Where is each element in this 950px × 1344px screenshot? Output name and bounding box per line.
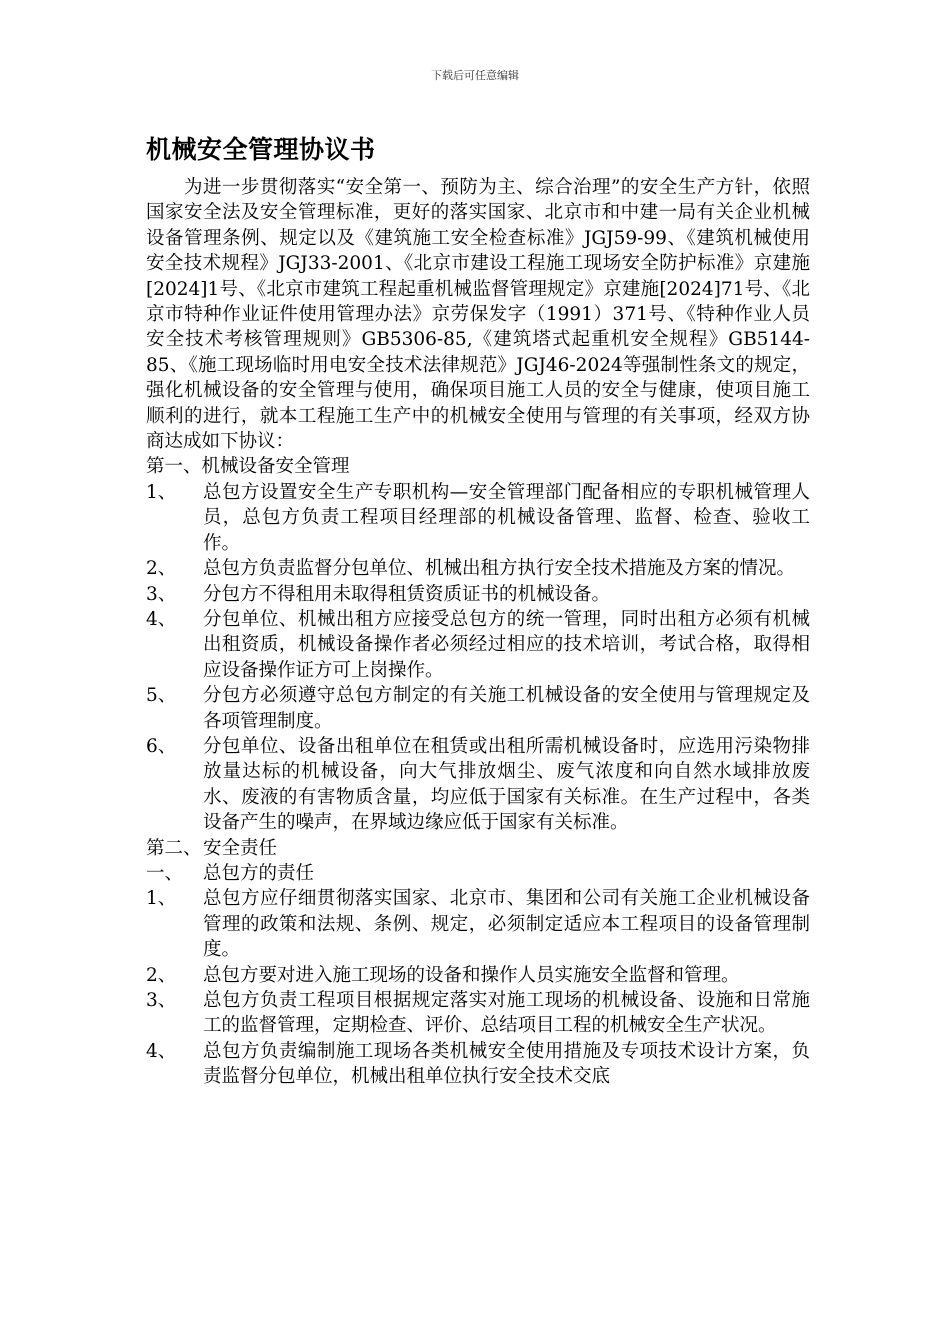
list-item-number: 3、	[146, 583, 177, 605]
list-item	[146, 582, 810, 607]
list-item-text: 总包方负责监督分包单位、机械出租方执行安全技术措施及方案的情况。	[203, 558, 796, 580]
intro-paragraph: 为进一步贯彻落实“安全第一、预防为主、综合治理”的安全生产方针，依照国家安全法及安全管理标准，更好的落实国家、北京市和中建一局有关企业机械设备管理条例、规定以及《建筑施工安全检查标准》JGJ59-99、《建筑机械使用安全技术规程》JGJ33-2001、《北京市建设工程施工现场安全防护标准》京建施[2024]1号、《北京市建筑工程起重机械监督管理规定》京建施[2024]71号、《北京市特种作业证件使用管理办法》京劳保发字（1991）371号、《特种作业人员安全技术考核管理规则》GB5306-85,《建筑塔式起重机安全规程》GB5144-85、《施工现场临时用电安全技术法律规范》JGJ46-2024等强制性条文的规定，强化机械设备的安全管理与使用，确保项目施工人员的安全与健康，使项目施工顺利的进行，就本工程施工生产中的机械安全使用与管理的有关事项，经双方协商达成如下协议：	[146, 177, 810, 453]
section-2-heading	[146, 836, 810, 861]
list-item-number: 1、	[146, 888, 177, 910]
subsection-heading-text: 总包方的责任	[203, 862, 315, 884]
list-item-number: 2、	[146, 964, 177, 986]
subsection-heading-number: 一、	[146, 862, 184, 884]
list-item-number: 2、	[146, 558, 177, 580]
list-item-text: 总包方设置安全生产专职机构—安全管理部门配备相应的专职机械管理人员，总包方负责工程项目经理部的机械设备管理、监督、检查、验收工作。	[203, 481, 810, 554]
list-item	[146, 556, 810, 581]
list-item-number: 4、	[146, 1040, 177, 1062]
list-item-text: 分包方不得租用未取得租赁资质证书的机械设备。	[203, 583, 611, 605]
list-item-number: 6、	[146, 735, 177, 757]
list-item	[146, 683, 810, 734]
list-item-number: 4、	[146, 608, 177, 630]
section-2-heading-number: 第二、	[146, 837, 202, 859]
list-item	[146, 886, 810, 962]
section-2-heading-text: 安全责任	[203, 837, 278, 859]
list-item	[146, 480, 810, 556]
document-body	[146, 175, 810, 1090]
list-item	[146, 1039, 810, 1090]
list-item-text: 总包方应仔细贯彻落实国家、北京市、集团和公司有关施工企业机械设备管理的政策和法规、条例、规定，必须制定适应本工程项目的设备管理制度。	[203, 888, 810, 961]
list-item	[146, 988, 810, 1039]
list-item	[146, 734, 810, 836]
subsection-heading	[146, 861, 810, 886]
list-item-number: 1、	[146, 481, 177, 503]
list-item-text: 分包单位、设备出租单位在租赁或出租所需机械设备时，应选用污染物排放量达标的机械设备，向大气排放烟尘、废气浓度和向自然水域排放废水、废液的有害物质含量，均应低于国家有关标准。在生产过程中，各类设备产生的噪声，在界域边缘应低于国家有关标准。	[203, 735, 810, 834]
list-item-text: 总包方负责工程项目根据规定落实对施工现场的机械设备、设施和日常施工的监督管理，定期检查、评价、总结项目工程的机械安全生产状况。	[203, 990, 810, 1037]
list-item-text: 总包方负责编制施工现场各类机械安全使用措施及专项技术设计方案，负责监督分包单位，机械出租单位执行安全技术交底	[203, 1040, 810, 1088]
list-item	[146, 607, 810, 683]
section-1-heading: 第一、机械设备安全管理	[146, 456, 350, 478]
list-item-number: 5、	[146, 685, 177, 707]
list-item	[146, 963, 810, 988]
list-item-text: 分包单位、机械出租方应接受总包方的统一管理，同时出租方必须有机械出租资质，机械设备操作者必须经过相应的技术培训，考试合格，取得相应设备操作证方可上岗操作。	[203, 608, 810, 681]
page-header-note: 下载后可任意编辑	[431, 69, 519, 82]
list-item-text: 总包方要对进入施工现场的设备和操作人员实施安全监督和管理。	[203, 964, 740, 986]
document-title: 机械安全管理协议书	[146, 135, 376, 164]
list-item-number: 3、	[146, 990, 177, 1011]
list-item-text: 分包方必须遵守总包方制定的有关施工机械设备的安全使用与管理规定及各项管理制度。	[203, 685, 810, 732]
